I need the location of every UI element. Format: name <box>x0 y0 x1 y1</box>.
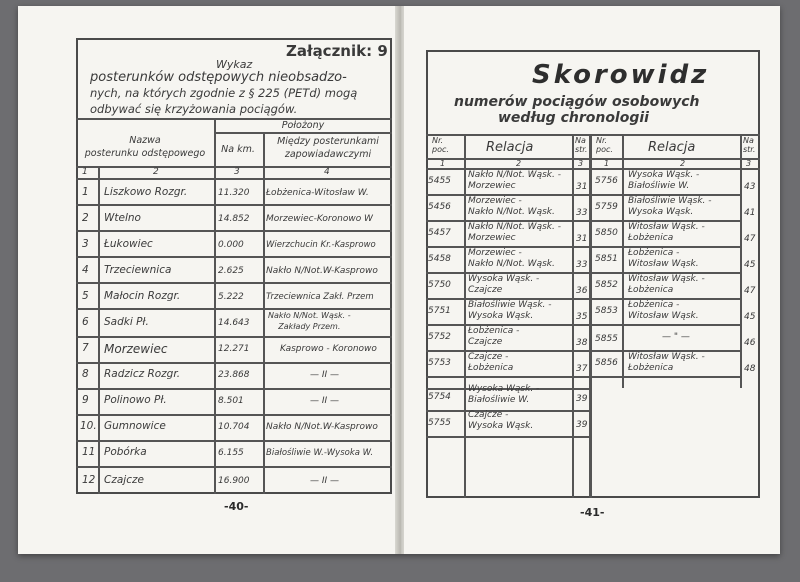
row-10-km: 10.704 <box>218 422 250 432</box>
row-11-no: 11 <box>82 446 96 458</box>
r-row-4-str: 45 <box>744 260 756 270</box>
row-6-km: 14.643 <box>218 318 250 328</box>
row-8-name: Radzicz Rozgr. <box>104 368 181 380</box>
l-row-9-nr: 5754 <box>428 392 451 402</box>
r-row-1-nr: 5756 <box>595 176 618 186</box>
row-12-km: 16.900 <box>218 476 250 486</box>
row-2-km: 14.852 <box>218 214 250 224</box>
row-4-name: Trzeciewnica <box>104 264 172 276</box>
row-3-name: Łukowiec <box>104 238 153 250</box>
row-3-between: Wierzchucin Kr.-Kasprowo <box>266 240 376 250</box>
row-5-no: 5 <box>82 290 89 302</box>
index-subtitle-1: numerów pociągów osobowych <box>454 94 700 110</box>
hdr-nr-2: Nr. poc. <box>596 136 613 154</box>
l-row-10-str: 39 <box>576 420 588 430</box>
l-row-5-str: 36 <box>576 286 588 296</box>
index-title: Skorowidz <box>532 60 710 90</box>
row-5-km: 5.222 <box>218 292 244 302</box>
l-row-3-rel: Nakło N/Not. Wąsk. - Morzewiec <box>468 222 561 243</box>
row-3-km: 0.000 <box>218 240 244 250</box>
r-row-8-rel: Witosław Wąsk. - Łobżenica <box>628 352 705 373</box>
row-12-name: Czajcze <box>104 474 144 486</box>
row-7-km: 12.271 <box>218 344 250 354</box>
row-8-between: — II — <box>310 370 340 380</box>
title-line-3: nych, na których zgodnie z § 225 (PETd) mogą <box>90 86 358 100</box>
rcol-5: 2 <box>680 159 686 168</box>
l-row-6-nr: 5751 <box>428 306 451 316</box>
r-row-1-str: 43 <box>744 182 756 192</box>
l-row-1-nr: 5455 <box>428 176 451 186</box>
r-row-4-nr: 5851 <box>595 254 618 264</box>
col-num-3: 3 <box>234 167 240 177</box>
row-7-no: 7 <box>82 342 89 354</box>
row-10-between: Nakło N/Not.W-Kasprowo <box>266 422 378 432</box>
r-row-7-nr: 5855 <box>595 334 618 344</box>
r-row-8-nr: 5856 <box>595 358 618 368</box>
row-1-km: 11.320 <box>218 188 250 198</box>
l-row-1-str: 31 <box>576 182 588 192</box>
l-row-8-nr: 5753 <box>428 358 451 368</box>
rcol-6: 3 <box>746 159 752 168</box>
l-row-4-str: 33 <box>576 260 588 270</box>
row-3-no: 3 <box>82 238 89 250</box>
hdr-rel-2: Relacja <box>648 140 696 155</box>
row-10-no: 10. <box>80 420 97 432</box>
rcol-3: 3 <box>578 159 584 168</box>
r-row-7-rel: — " — <box>662 332 690 342</box>
row-10-name: Gumnowice <box>104 420 166 432</box>
row-5-between: Trzeciewnica Zakł. Przem <box>266 292 374 302</box>
title-line-2: posterunków odstępowych nieobsadzo- <box>90 70 347 85</box>
row-9-no: 9 <box>82 394 89 406</box>
l-row-4-rel: Morzewiec - Nakło N/Not. Wąsk. <box>468 248 555 269</box>
l-row-5-nr: 5750 <box>428 280 451 290</box>
row-9-km: 8.501 <box>218 396 244 406</box>
l-row-6-str: 35 <box>576 312 588 322</box>
r-row-5-str: 47 <box>744 286 756 296</box>
r-row-6-rel: Łobżenica - Witosław Wąsk. <box>628 300 699 321</box>
r-row-5-rel: Witosław Wąsk. - Łobżenica <box>628 274 705 295</box>
r-row-1-rel: Wysoka Wąsk. - Białośliwie W. <box>628 170 700 191</box>
r-row-2-str: 41 <box>744 208 756 218</box>
row-1-between: Łobżenica-Witosław W. <box>266 188 369 198</box>
row-6-no: 6 <box>82 316 89 328</box>
left-page <box>18 6 398 554</box>
l-row-10-rel: Czajcze - Wysoka Wąsk. <box>468 410 534 431</box>
l-row-2-nr: 5456 <box>428 202 451 212</box>
l-row-5-rel: Wysoka Wąsk. - Czajcze <box>468 274 540 295</box>
row-5-name: Małocin Rozgr. <box>104 290 181 302</box>
rcol-2: 2 <box>516 159 522 168</box>
r-row-5-nr: 5852 <box>595 280 618 290</box>
row-9-name: Polinowo Pł. <box>104 394 167 406</box>
row-1-name: Liszkowo Rozgr. <box>104 186 188 198</box>
col-num-4: 4 <box>324 167 330 177</box>
header-km: Na km. <box>221 144 255 155</box>
header-name: Nazwa posterunku odstępowego <box>84 135 206 159</box>
attachment-label: Załącznik: 9 <box>286 42 388 60</box>
row-4-no: 4 <box>82 264 89 276</box>
l-row-1-rel: Nakło N/Not. Wąsk. - Morzewiec <box>468 170 561 191</box>
col-num-2: 2 <box>153 167 159 177</box>
l-row-8-rel: Czajcze - Łobżenica <box>468 352 514 373</box>
l-row-7-nr: 5752 <box>428 332 451 342</box>
row-11-km: 6.155 <box>218 448 244 458</box>
l-row-9-rel: Wysoka Wąsk. - Białośliwie W. <box>468 384 540 405</box>
hdr-str-1: Na str. <box>575 136 588 154</box>
page-number-left: -40- <box>224 500 249 513</box>
l-row-10-nr: 5755 <box>428 418 451 428</box>
row-11-name: Pobórka <box>104 446 147 458</box>
right-page <box>404 6 780 554</box>
header-between: Między posterunkami zapowiadawczymi <box>277 136 379 160</box>
row-2-between: Morzewiec-Koronowo W <box>266 214 373 224</box>
r-row-2-rel: Białośliwie Wąsk. - Wysoka Wąsk. <box>628 196 712 217</box>
r-row-3-nr: 5850 <box>595 228 618 238</box>
l-row-6-rel: Białośliwie Wąsk. - Wysoka Wąsk. <box>468 300 552 321</box>
row-1-no: 1 <box>82 186 89 198</box>
row-7-name: Morzewiec <box>104 342 168 356</box>
l-row-9-str: 39 <box>576 394 588 404</box>
rcol-4: 1 <box>604 159 610 168</box>
row-4-between: Nakło N/Not.W-Kasprowo <box>266 266 378 276</box>
row-2-no: 2 <box>82 212 89 224</box>
row-7-between: Kasprowo - Koronowo <box>280 344 377 354</box>
row-11-between: Białośliwie W.-Wysoka W. <box>266 448 374 458</box>
l-row-7-rel: Łobżenica - Czajcze <box>468 326 520 347</box>
row-6-between: Nakło N/Not. Wąsk. - Zakłady Przem. <box>268 311 351 331</box>
r-row-6-str: 45 <box>744 312 756 322</box>
row-8-no: 8 <box>82 368 89 380</box>
index-subtitle-2: według chronologii <box>498 110 649 126</box>
row-9-between: — II — <box>310 396 340 406</box>
r-row-8-str: 48 <box>744 364 756 374</box>
hdr-rel-1: Relacja <box>486 140 534 155</box>
title-line-1: Wykaz <box>216 58 253 71</box>
header-located: Położony <box>281 120 325 131</box>
open-book <box>18 6 780 554</box>
l-row-7-str: 38 <box>576 338 588 348</box>
row-4-km: 2.625 <box>218 266 244 276</box>
l-row-3-nr: 5457 <box>428 228 451 238</box>
r-row-4-rel: Łobżenica - Witosław Wąsk. <box>628 248 699 269</box>
r-row-3-str: 47 <box>744 234 756 244</box>
hdr-nr-1: Nr. poc. <box>432 136 449 154</box>
r-row-6-nr: 5853 <box>595 306 618 316</box>
rcol-1: 1 <box>440 159 446 168</box>
l-row-4-nr: 5458 <box>428 254 451 264</box>
l-row-3-str: 31 <box>576 234 588 244</box>
title-line-4: odbywać się krzyżowania pociągów. <box>90 102 298 116</box>
row-2-name: Wtelno <box>104 212 141 224</box>
l-row-2-rel: Morzewiec - Nakło N/Not. Wąsk. <box>468 196 555 217</box>
col-num-1: 1 <box>82 167 88 177</box>
r-row-7-str: 46 <box>744 338 756 348</box>
hdr-str-2: Na str. <box>743 136 756 154</box>
row-8-km: 23.868 <box>218 370 250 380</box>
page-number-right: -41- <box>580 506 605 519</box>
l-row-2-str: 33 <box>576 208 588 218</box>
l-row-8-str: 37 <box>576 364 588 374</box>
row-12-no: 12 <box>82 474 96 486</box>
row-12-between: — II — <box>310 476 340 486</box>
row-6-name: Sadki Pł. <box>104 316 149 328</box>
r-row-2-nr: 5759 <box>595 202 618 212</box>
r-row-3-rel: Witosław Wąsk. - Łobżenica <box>628 222 705 243</box>
